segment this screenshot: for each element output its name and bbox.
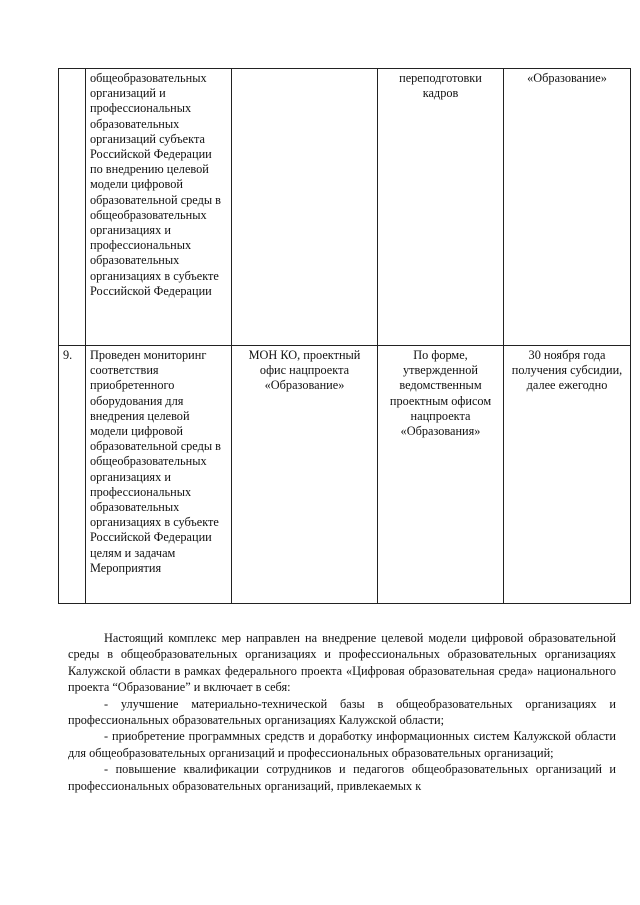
responsible-party — [232, 69, 378, 346]
list-item: - повышение квалификации сотрудников и педагогов общеобразовательных организаций и профессиональных образовательных организаций, привлекаемых к — [68, 762, 616, 793]
responsible-party: МОН КО, проектный офис нацпроекта «Образование» — [232, 346, 378, 604]
list-item: - улучшение материально-технической базы в общеобразовательных организациях и профессиональных образовательных организациях Калужской области; — [68, 696, 616, 728]
deadline: 30 ноября года получения субсидии, далее ежегодно — [504, 346, 631, 604]
deadline: «Образование» — [504, 69, 631, 346]
table-row — [59, 69, 631, 346]
measure-description: общеобразовательных организаций и профессиональных образовательных организаций субъекта Российской Федерации по внедрению целевой модели цифровой образовательной среды в общеобразовательных организациях и профессиональных образовательных организациях в субъекте Российской Федерации — [86, 69, 232, 346]
measures-table — [58, 68, 631, 604]
body-text — [68, 630, 616, 794]
report-form: переподготовки кадров — [378, 69, 504, 346]
report-form: По форме, утвержденной ведомственным проектным офисом нацпроекта «Образования» — [378, 346, 504, 604]
measure-description: Проведен мониторинг соответствия приобретенного оборудования для внедрения целевой модели цифровой образовательной среды в общеобразовательных организациях и профессиональных образовательных организациях в субъекте Российской Федерации целям и задачам Мероприятия — [86, 346, 232, 604]
table-row — [59, 346, 631, 604]
row-number — [59, 69, 86, 346]
intro-paragraph: Настоящий комплекс мер направлен на внедрение целевой модели цифровой образовательной среды в общеобразовательных организациях и профессиональных образовательных организациях Калужской области в рамках федерального проекта «Цифровая образовательная среда» национального проекта “Образование” и включает в себя: — [68, 631, 616, 695]
list-item: - приобретение программных средств и доработку информационных систем Калужской области для общеобразовательных организаций и профессиональных образовательных организаций; — [68, 729, 616, 760]
row-number: 9. — [59, 346, 86, 604]
